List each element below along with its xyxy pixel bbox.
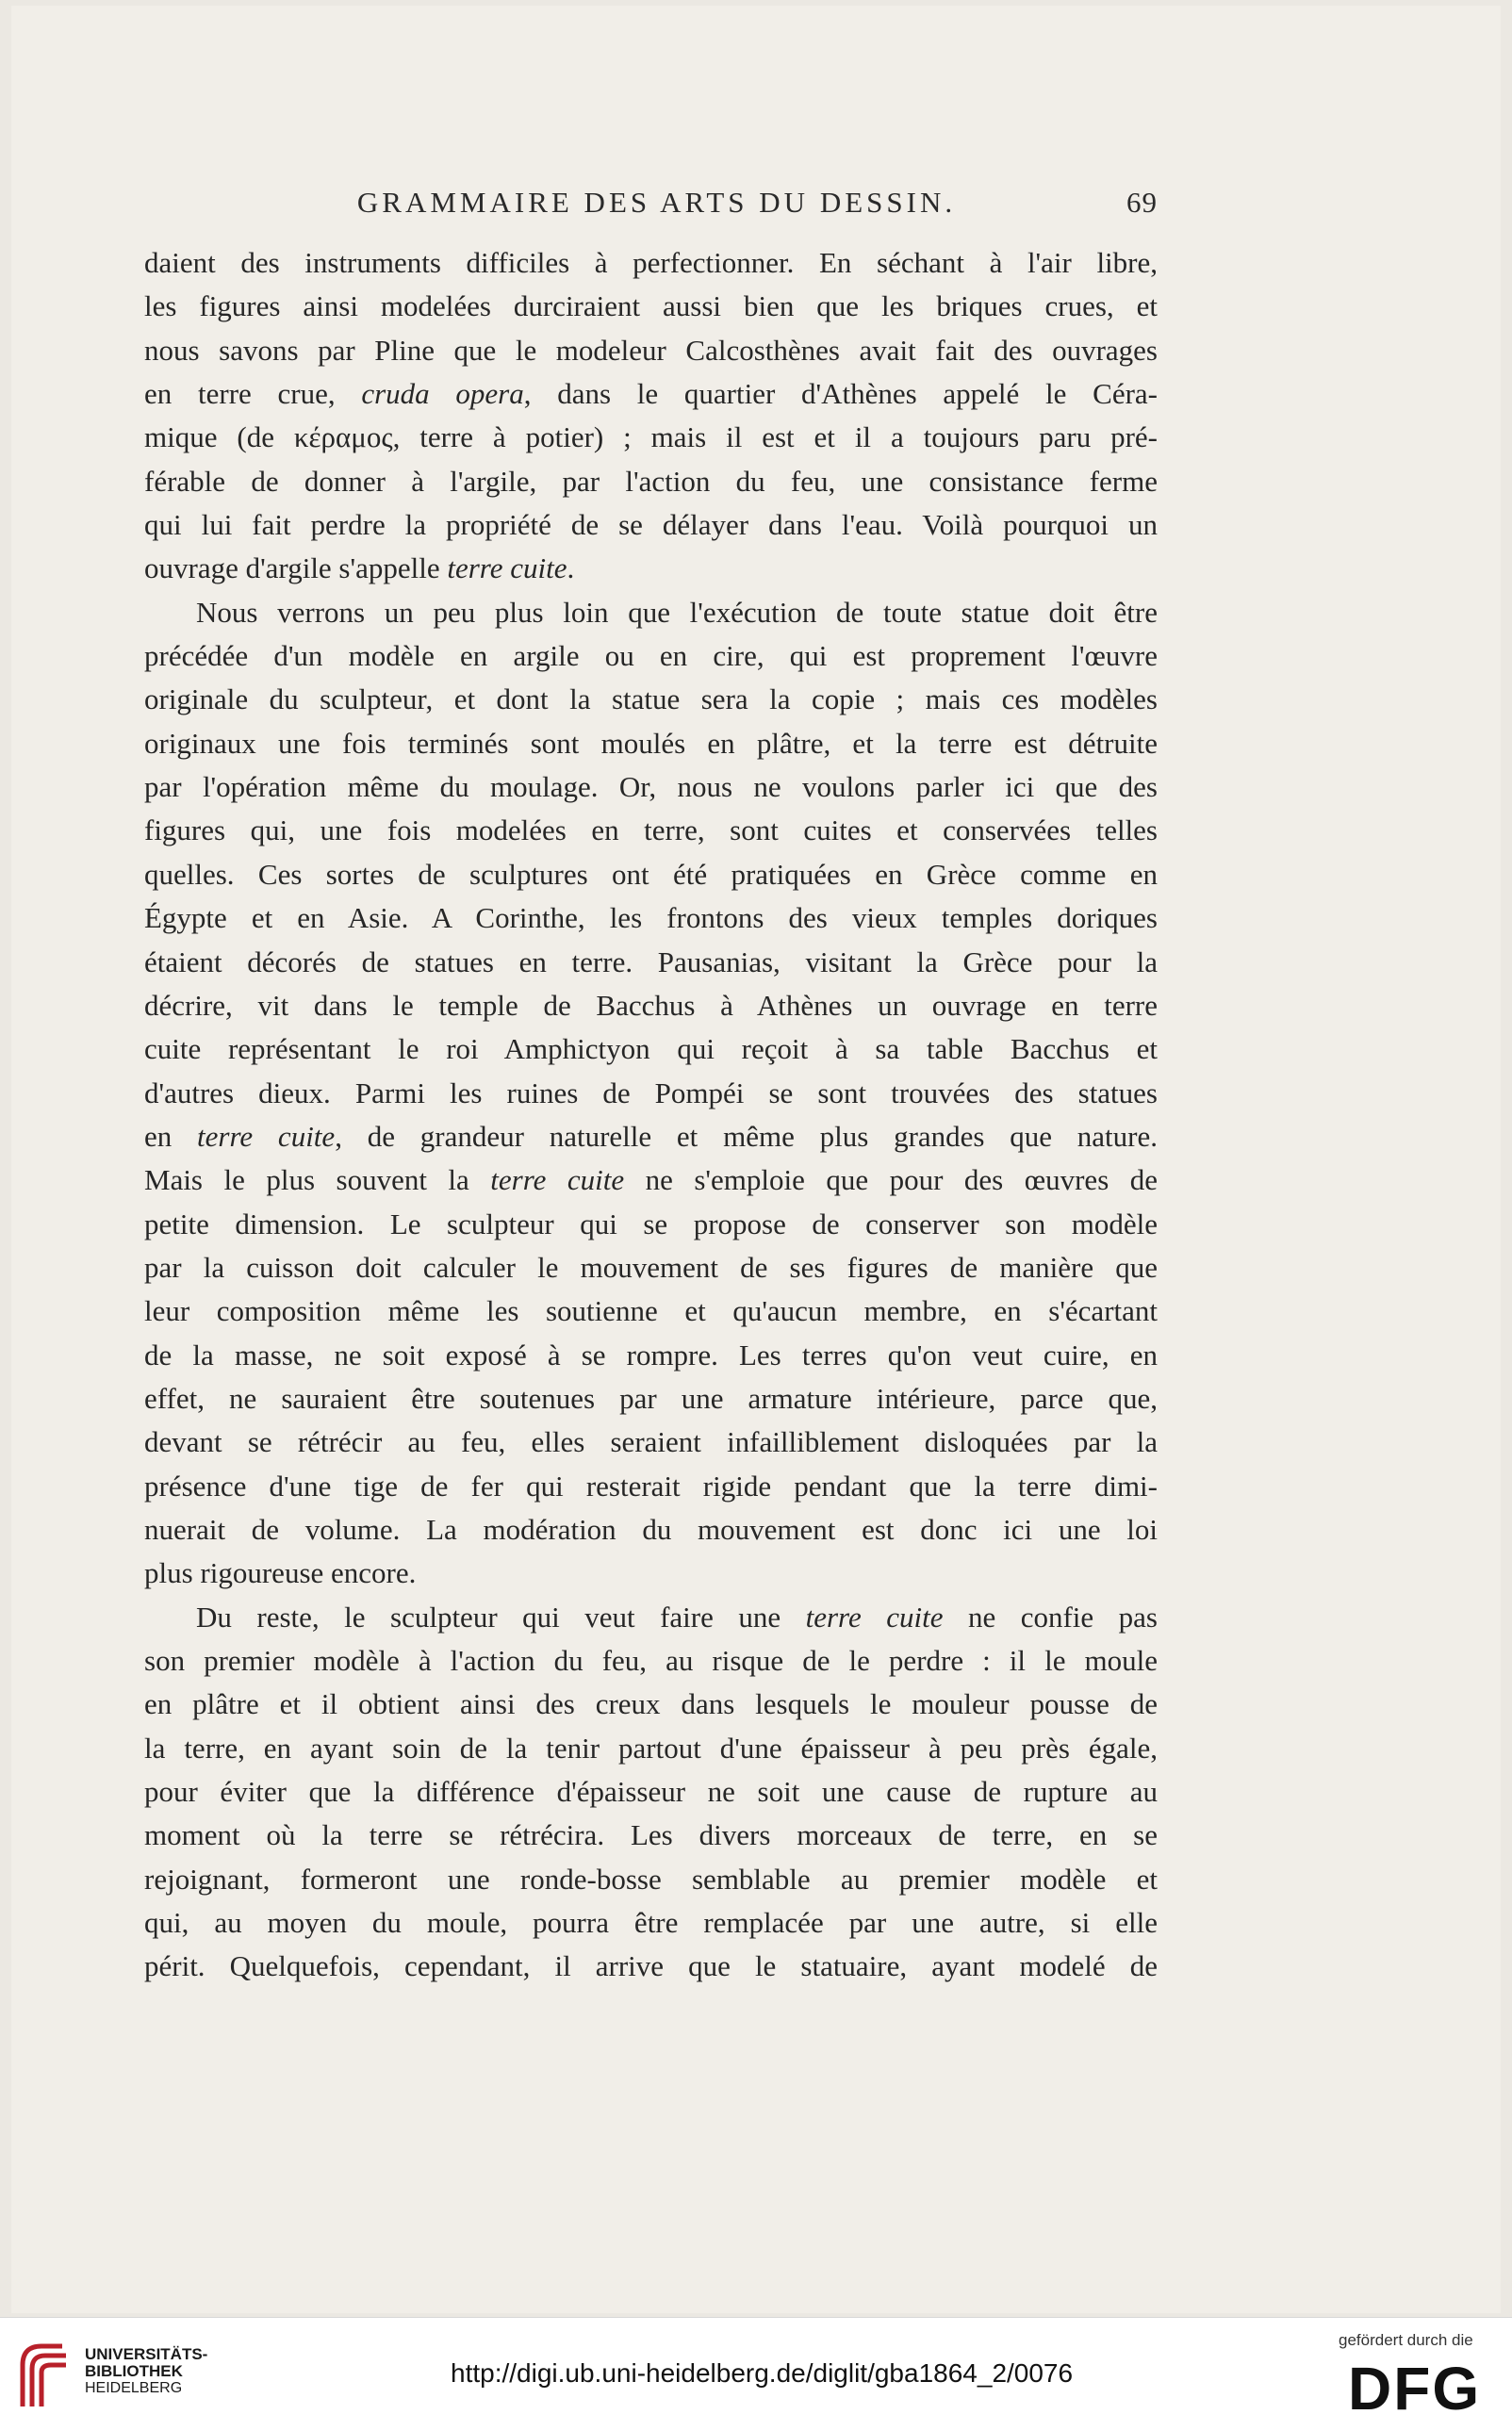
text-line: ouvrage d'argile s'appelle terre cuite. [144,551,575,585]
text-line: en plâtre et il obtient ainsi des creux dans lesquels le mouleur pousse de [144,1687,1158,1721]
text-line: qui lui fait perdre la propriété de se délayer dans l'eau. Voilà pourquoi un [144,508,1158,542]
text-line: figures qui, une fois modelées en terre, sont cuites et conservées telles [144,813,1158,847]
running-head [156,186,1158,231]
text-line: en terre cuite, de grandeur naturelle et même plus grandes que nature. [144,1119,1158,1153]
text-line: quelles. Ces sortes de sculptures ont été pratiquées en Grèce comme en [144,857,1158,891]
text-line: petite dimension. Le sculpteur qui se propose de conserver son modèle [144,1207,1158,1240]
body-text [144,241,1158,1989]
footer-bar [0,2317,1512,2431]
text-line: précédée d'un modèle en argile ou en cire, qui est proprement l'œuvre [144,639,1158,673]
text-line: décrire, vit dans le temple de Bacchus à Athènes un ouvrage en terre [144,988,1158,1022]
sponsor-caption: gefördert durch die [1339,2331,1473,2349]
text-line: pour éviter que la différence d'épaisseur ne soit une cause de rupture au [144,1775,1158,1809]
text-line: de la masse, ne soit exposé à se rompre. Les terres qu'on veut cuire, en [144,1338,1158,1372]
library-logo-icon [15,2337,72,2412]
text-line: effet, ne sauraient être soutenues par une armature intérieure, parce que, [144,1381,1158,1415]
library-name-line-1: UNIVERSITÄTS- [85,2345,208,2363]
text-line: les figures ainsi modelées durciraient aussi bien que les briques crues, et [144,289,1158,323]
library-name [85,2346,207,2397]
text-line: en terre crue, cruda opera, dans le quartier d'Athènes appelé le Céra- [144,377,1158,411]
text-line: Du reste, le sculpteur qui veut faire une terre cuite ne confie pas [196,1600,1158,1634]
text-line: férable de donner à l'argile, par l'action du feu, une consistance ferme [144,464,1158,498]
text-line: plus rigoureuse encore. [144,1556,417,1590]
permalink-url[interactable]: http://digi.ub.uni-heidelberg.de/diglit/gba1864_2/0076 [451,2358,1074,2388]
text-line: moment où la terre se rétrécira. Les divers morceaux de terre, en se [144,1818,1158,1852]
text-line: Mais le plus souvent la terre cuite ne s'emploie que pour des œuvres de [144,1163,1159,1197]
text-line: devant se rétrécir au feu, elles seraient infailliblement disloquées par la [144,1425,1158,1459]
text-line: qui, au moyen du moule, pourra être remplacée par une autre, si elle [144,1906,1158,1940]
dfg-logo: DFG [1348,2355,1482,2423]
text-line: la terre, en ayant soin de la tenir partout d'une épaisseur à peu près égale, [144,1731,1158,1765]
running-title: GRAMMAIRE DES ARTS DU DESSIN. [356,186,957,219]
text-line: par l'opération même du moulage. Or, nous ne voulons parler ici que des [144,770,1158,804]
text-line: rejoignant, formeront une ronde-bosse semblable au premier modèle et [144,1862,1158,1896]
text-line: nuerait de volume. La modération du mouvement est donc ici une loi [144,1512,1158,1546]
text-line: leur composition même les soutienne et qu'aucun membre, en s'écartant [144,1294,1158,1328]
text-line: par la cuisson doit calculer le mouvement de ses figures de manière que [144,1250,1158,1284]
text-line: nous savons par Pline que le modeleur Calcosthènes avait fait des ouvrages [144,333,1158,367]
text-line: d'autres dieux. Parmi les ruines de Pompéi se sont trouvées des statues [144,1076,1158,1109]
library-name-line-3: HEIDELBERG [85,2380,183,2396]
text-line: cuite représentant le roi Amphictyon qui reçoit à sa table Bacchus et [144,1032,1158,1066]
page-number: 69 [1126,186,1158,219]
text-line: Égypte et en Asie. A Corinthe, les frontons des vieux temples doriques [144,901,1158,935]
text-line: Nous verrons un peu plus loin que l'exécution de toute statue doit être [196,595,1158,629]
text-line: étaient décorés de statues en terre. Pausanias, visitant la Grèce pour la [144,944,1158,978]
text-line: présence d'une tige de fer qui resterait rigide pendant que la terre dimi- [144,1469,1158,1503]
text-line: originaux une fois terminés sont moulés en plâtre, et la terre est détruite [144,726,1158,760]
text-line: son premier modèle à l'action du feu, au risque de le perdre : il le moule [144,1644,1158,1677]
text-line: mique (de κέραμος, terre à potier) ; mais il est et il a toujours paru pré- [144,420,1158,454]
text-line: originale du sculpteur, et dont la statue sera la copie ; mais ces modèles [144,682,1158,716]
text-line: daient des instruments difficiles à perfectionner. En séchant à l'air libre, [144,246,1158,279]
text-line: périt. Quelquefois, cependant, il arrive que le statuaire, ayant modelé de [144,1949,1158,1983]
library-name-line-2: BIBLIOTHEK [85,2362,183,2380]
